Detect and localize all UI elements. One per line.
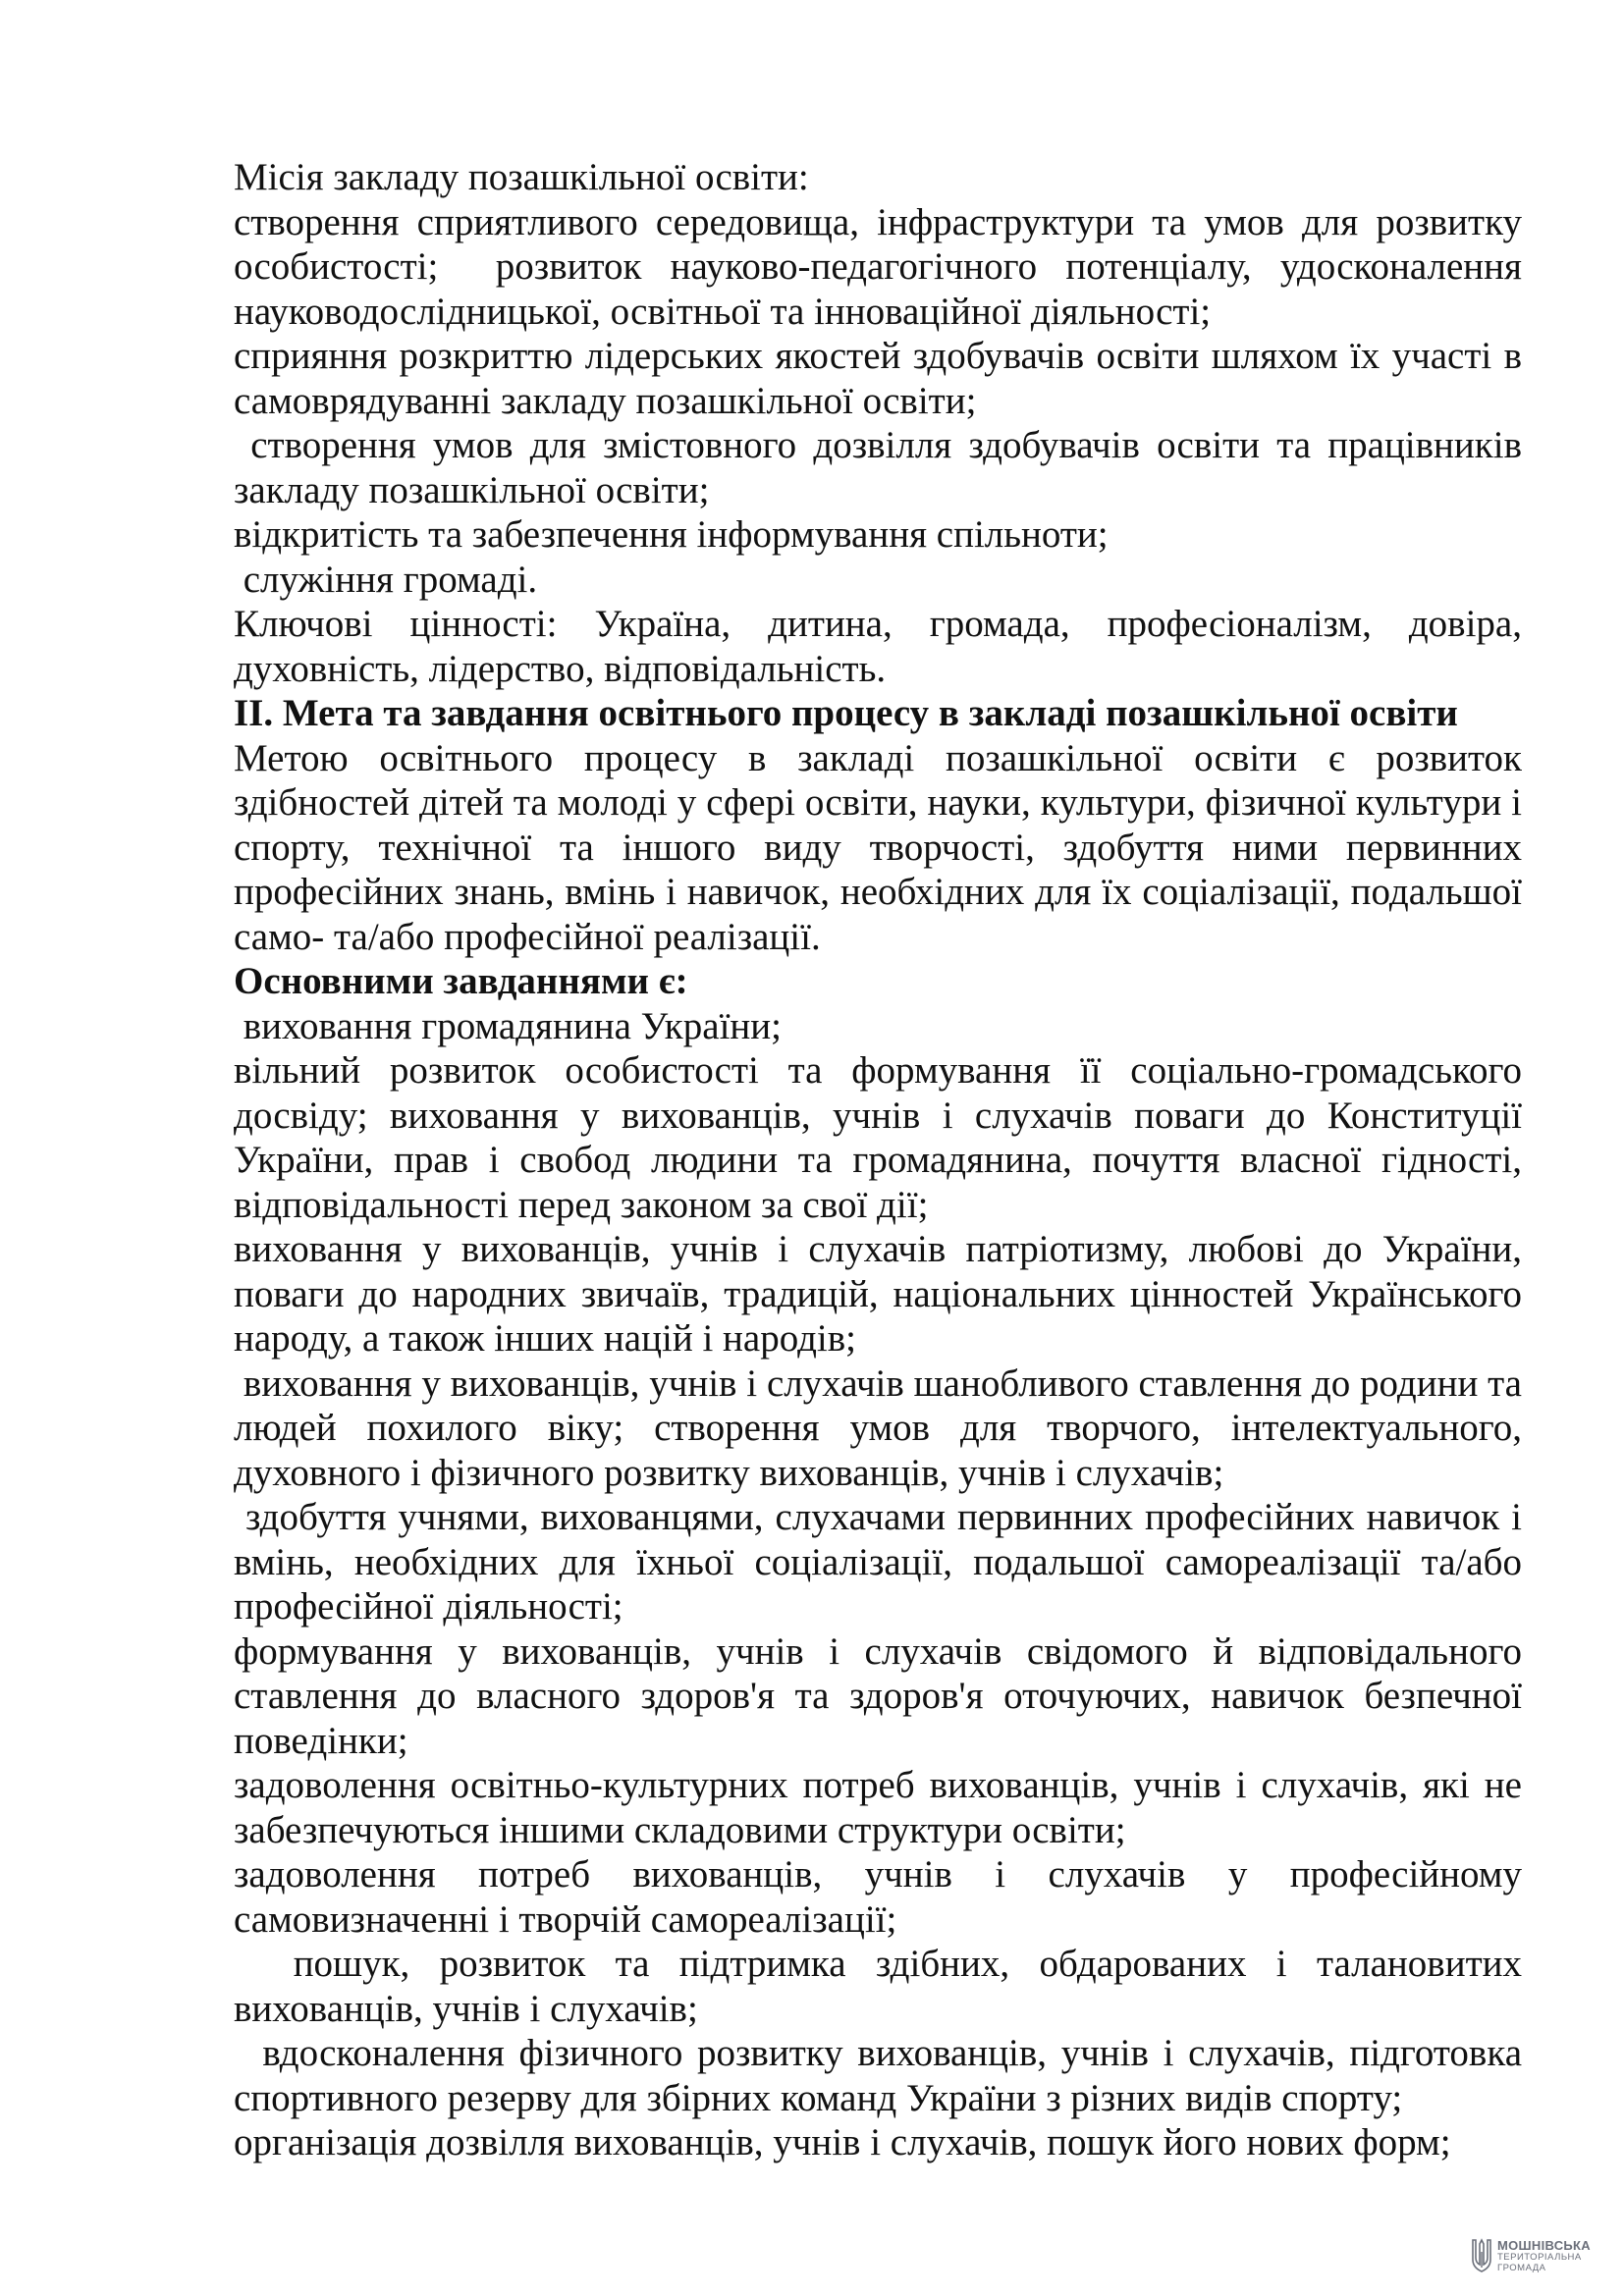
- list-item: задоволення потреб вихованців, учнів і слухачів у професійному самовизначенні і творчій самореалізації;: [234, 1853, 1532, 1941]
- list-item: виховання громадянина України;: [234, 1004, 782, 1047]
- list-item: задоволення освітньо-культурних потреб вихованців, учнів і слухачів, які не забезпечуються іншими складовими структури освіти;: [234, 1764, 1532, 1851]
- paragraph: відкритість та забезпечення інформування спільноти;: [234, 513, 1109, 556]
- paragraph: Місія закладу позашкільної освіти:: [234, 156, 809, 198]
- watermark-title: МОШНІВСЬКА: [1497, 2238, 1591, 2253]
- paragraph: Метою освітнього процесу в закладі позашкільної освіти є розвиток здібностей дітей та молоді у сфері освіти, науки, культури, фізичної культури і спорту, технічної та іншого виду творчості, здобуття ними первинних професійних знань, вмінь і навичок, необхідних для їх соціалізації, подальшої само- та/або професійної реалізації.: [234, 736, 1532, 958]
- subheading: Основними завданнями є:: [234, 960, 688, 1002]
- list-item: здобуття учнями, вихованцями, слухачами первинних професійних навичок і вмінь, необхідних для їхньої соціалізації, подальшої самореалізації та/або професійної діяльності;: [234, 1496, 1532, 1628]
- list-item: вдосконалення фізичного розвитку вихованців, учнів і слухачів, підготовка спортивного резерву для збірних команд України з різних видів спорту;: [234, 2032, 1532, 2119]
- document-body: [234, 155, 1532, 2165]
- watermark-subtitle: ГРОМАДА: [1497, 2262, 1546, 2273]
- list-item: вільний розвиток особистості та формування її соціально-громадського досвіду; виховання у вихованців, учнів і слухачів поваги до Конституції України, прав і свобод людини та громадянина, почуття власної гідності, відповідальності перед законом за свої дії;: [234, 1049, 1532, 1226]
- paragraph: створення сприятливого середовища, інфраструктури та умов для розвитку особистості; розвиток науково-педагогічного потенціалу, удосконалення науководослідницької, освітньої та інноваційної діяльності;: [234, 200, 1532, 333]
- list-item: виховання у вихованців, учнів і слухачів шанобливого ставлення до родини та людей похилого віку; створення умов для творчого, інтелектуального, духовного і фізичного розвитку вихованців, учнів і слухачів;: [234, 1362, 1532, 1494]
- paragraph: створення умов для змістовного дозвілля здобувачів освіти та працівників закладу позашкільної освіти;: [234, 424, 1532, 511]
- list-item: формування у вихованців, учнів і слухачів свідомого й відповідального ставлення до власного здоров'я та здоров'я оточуючих, навичок безпечної поведінки;: [234, 1629, 1532, 1762]
- paragraph: Ключові цінності: Україна, дитина, громада, професіоналізм, довіра, духовність, лідерство, відповідальність.: [234, 603, 1532, 690]
- watermark-subtitle: ТЕРИТОРІАЛЬНА: [1497, 2252, 1582, 2263]
- trident-icon: [1471, 2238, 1492, 2273]
- list-item: організація дозвілля вихованців, учнів і слухачів, пошук його нових форм;: [234, 2121, 1451, 2163]
- section-heading: ІІ. Мета та завдання освітнього процесу в закладі позашкільної освіти: [234, 692, 1458, 734]
- list-item: виховання у вихованців, учнів і слухачів патріотизму, любові до України, поваги до народних звичаїв, традицій, національних цінностей Українського народу, а також інших націй і народів;: [234, 1228, 1532, 1360]
- paragraph: сприяння розкриттю лідерських якостей здобувачів освіти шляхом їх участі в самоврядуванні закладу позашкільної освіти;: [234, 335, 1532, 422]
- paragraph: служіння громаді.: [234, 558, 538, 601]
- community-watermark: [1471, 2234, 1618, 2277]
- list-item: пошук, розвиток та підтримка здібних, обдарованих і талановитих вихованців, учнів і слухачів;: [234, 1943, 1532, 2030]
